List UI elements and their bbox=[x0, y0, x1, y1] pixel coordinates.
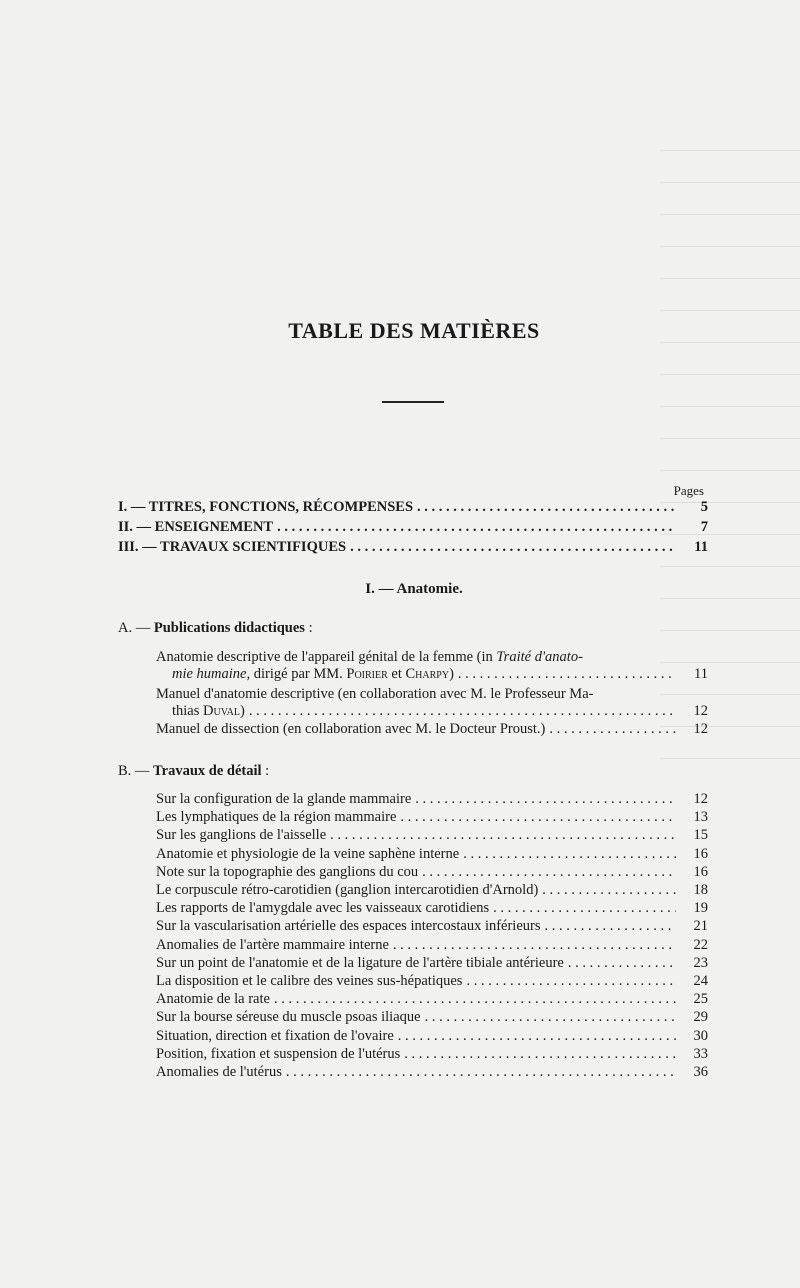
toc-entry bbox=[156, 809, 708, 826]
toc-entry-page: 24 bbox=[693, 973, 708, 989]
leader-dots bbox=[493, 900, 676, 917]
toc-entry bbox=[156, 955, 708, 972]
toc-entry-page: 13 bbox=[693, 809, 708, 826]
toc-entry bbox=[156, 937, 708, 954]
toc-entry-page: 21 bbox=[693, 918, 708, 935]
toc-entry-label: II. — ENSEIGNEMENT bbox=[118, 519, 274, 535]
toc-entry-label: Anatomie et physiologie de la veine saphène interne bbox=[156, 845, 460, 862]
toc-entry-label: Les lymphatiques de la région mammaire bbox=[156, 809, 397, 826]
toc-entry-page: 11 bbox=[694, 539, 708, 555]
entry-italic-title: mie humaine, bbox=[172, 666, 251, 682]
entry-italic-title: Traité d'anato- bbox=[496, 649, 583, 665]
toc-entry-label: Sur un point de l'anatomie et de la ligature de l'artère tibiale antérieure bbox=[156, 954, 564, 971]
entry-line bbox=[156, 648, 708, 666]
author-name: Duval bbox=[203, 703, 240, 719]
entry-text: thias bbox=[172, 703, 204, 719]
leader-dots bbox=[393, 937, 676, 954]
toc-entry bbox=[156, 1046, 708, 1063]
toc-entry-page: 16 bbox=[693, 845, 708, 862]
toc-entry bbox=[118, 539, 708, 556]
toc-entry-page: 19 bbox=[693, 900, 708, 917]
toc-entry-page: 12 bbox=[693, 703, 708, 719]
toc-entry bbox=[156, 900, 708, 917]
subsection-heading-b bbox=[118, 763, 269, 780]
toc-entry-label: Note sur la topographie des ganglions du cou bbox=[156, 863, 419, 880]
toc-entry-page: 18 bbox=[693, 882, 708, 898]
toc-entry-page: 36 bbox=[693, 1064, 708, 1080]
subsection-suffix: : bbox=[261, 763, 270, 779]
page-title: TABLE DES MATIÈRES bbox=[288, 318, 540, 343]
leader-dots bbox=[458, 666, 676, 683]
section-heading: I. — Anatomie. bbox=[365, 581, 463, 597]
leader-dots bbox=[330, 827, 676, 844]
toc-entry-label: Les rapports de l'amygdale avec les vaisseaux carotidiens bbox=[156, 900, 490, 917]
toc-entry bbox=[118, 519, 708, 536]
toc-entry bbox=[156, 991, 708, 1008]
toc-entry-page: 29 bbox=[693, 1009, 708, 1026]
toc-entry-label: Sur la configuration de la glande mammaire bbox=[156, 791, 412, 807]
toc-entry-page: 30 bbox=[693, 1027, 708, 1044]
toc-entry-page: 33 bbox=[693, 1045, 708, 1062]
leader-dots bbox=[417, 499, 676, 516]
leader-dots bbox=[404, 1046, 676, 1063]
leader-dots bbox=[568, 955, 676, 972]
toc-entry-label: Anatomie de la rate bbox=[156, 991, 270, 1008]
leader-dots bbox=[422, 864, 676, 881]
leader-dots bbox=[274, 991, 676, 1008]
entry-text: dirigé par MM. bbox=[250, 666, 347, 682]
leader-dots bbox=[350, 539, 676, 556]
leader-dots bbox=[400, 809, 676, 826]
toc-entry-label: Situation, direction et fixation de l'ovaire bbox=[156, 1027, 394, 1044]
toc-entry bbox=[156, 1028, 708, 1045]
toc-entry-page: 12 bbox=[693, 721, 708, 737]
toc-entry-page: 16 bbox=[693, 863, 708, 880]
toc-entry bbox=[156, 918, 708, 935]
leader-dots bbox=[466, 973, 676, 990]
toc-entry-label: Position, fixation et suspension de l'utérus bbox=[156, 1045, 401, 1062]
leader-dots bbox=[545, 918, 677, 935]
toc-entry-page: 25 bbox=[693, 991, 708, 1008]
leader-dots bbox=[415, 791, 676, 808]
toc-entry bbox=[156, 1064, 708, 1081]
toc-entry bbox=[172, 703, 708, 720]
toc-entry bbox=[118, 499, 708, 516]
subsection-label: Travaux de détail bbox=[153, 763, 262, 779]
toc-entry bbox=[156, 827, 708, 844]
toc-entry-label: Anomalies de l'utérus bbox=[156, 1064, 282, 1080]
toc-entry-label: Le corpuscule rétro-carotidien (ganglion intercarotidien d'Arnold) bbox=[156, 882, 539, 898]
toc-entry bbox=[156, 721, 708, 738]
toc-entry-label bbox=[172, 666, 454, 683]
subsection-prefix: A. — bbox=[118, 620, 154, 636]
toc-entry-label: Sur la vascularisation artérielle des espaces intercostaux inférieurs bbox=[156, 918, 541, 935]
pages-column-header: Pages bbox=[673, 483, 704, 498]
entry-text: et bbox=[387, 666, 406, 682]
toc-entry-label: III. — TRAVAUX SCIENTIFIQUES bbox=[118, 539, 347, 555]
toc-entry bbox=[156, 973, 708, 990]
toc-entry-label: Manuel de dissection (en collaboration avec M. le Docteur Proust.) bbox=[156, 721, 546, 737]
toc-entry-label: La disposition et le calibre des veines sus-hépatiques bbox=[156, 973, 463, 989]
toc-entry-page: 22 bbox=[693, 936, 708, 953]
toc-entry bbox=[156, 791, 708, 808]
author-name: Poirier bbox=[346, 666, 388, 682]
toc-entry-page: 15 bbox=[693, 827, 708, 844]
toc-entry bbox=[156, 864, 708, 881]
author-name: Charpy bbox=[405, 666, 450, 682]
title-rule bbox=[382, 401, 444, 403]
leader-dots bbox=[249, 703, 676, 720]
toc-entry-label: Anomalies de l'artère mammaire interne bbox=[156, 936, 389, 953]
toc-entry bbox=[156, 1009, 708, 1026]
entry-line: Manuel d'anatomie descriptive (en collaboration avec M. le Professeur Ma- bbox=[156, 686, 594, 702]
subsection-heading-a bbox=[118, 620, 313, 637]
toc-entry-page: 12 bbox=[693, 791, 708, 807]
toc-entry-label: Sur les ganglions de l'aisselle bbox=[156, 827, 327, 844]
toc-entry-page: 23 bbox=[693, 954, 708, 971]
toc-entry-page: 7 bbox=[700, 519, 708, 535]
toc-entry-page: 5 bbox=[700, 499, 708, 515]
leader-dots bbox=[549, 721, 676, 738]
entry-text: ) bbox=[449, 666, 454, 682]
entry-text: ) bbox=[239, 703, 245, 719]
toc-entry-label: I. — TITRES, FONCTIONS, RÉCOMPENSES bbox=[118, 499, 414, 515]
toc-entry-label bbox=[172, 703, 245, 720]
toc-entry-page: 11 bbox=[694, 666, 708, 682]
toc-entry-label: Sur la bourse séreuse du muscle psoas iliaque bbox=[156, 1009, 421, 1026]
subsection-suffix: : bbox=[304, 620, 313, 636]
leader-dots bbox=[286, 1064, 676, 1081]
toc-entry bbox=[156, 846, 708, 863]
entry-text: Anatomie descriptive de l'appareil génital de la femme (in bbox=[156, 649, 497, 665]
toc-entry bbox=[156, 882, 708, 899]
leader-dots bbox=[277, 519, 676, 536]
subsection-prefix: B. — bbox=[118, 763, 154, 779]
leader-dots bbox=[425, 1009, 676, 1026]
subsection-label: Publications didactiques bbox=[153, 620, 305, 636]
leader-dots bbox=[398, 1028, 676, 1045]
leader-dots bbox=[542, 882, 676, 899]
leader-dots bbox=[463, 846, 676, 863]
toc-entry bbox=[172, 666, 708, 683]
